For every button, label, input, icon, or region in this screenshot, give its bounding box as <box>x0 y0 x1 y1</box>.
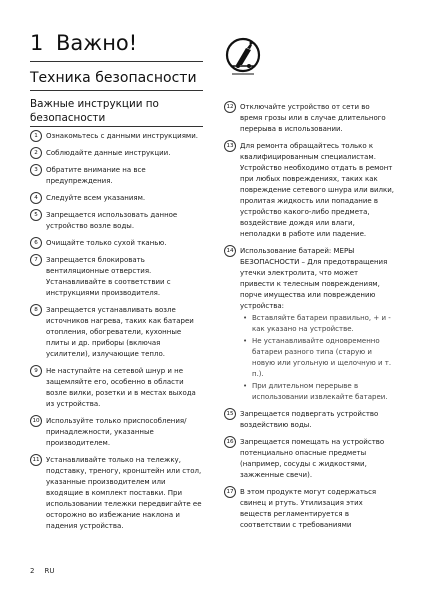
item-number: 9 <box>30 365 42 377</box>
list-item <box>30 131 203 142</box>
list-item <box>30 165 203 187</box>
bullet-text: Вставляйте батареи правильно, + и - как указано на устройстве. <box>252 314 391 333</box>
item-number: 17 <box>224 486 236 498</box>
list-item <box>224 102 394 135</box>
item-number: 2 <box>30 147 42 159</box>
cart-tipover-warning-icon <box>224 36 262 80</box>
page-number: 2 <box>30 567 35 575</box>
item-number: 15 <box>224 408 236 420</box>
item-text: Запрещается подвергать устройство воздействию воды. <box>240 410 379 429</box>
item-number: 13 <box>224 140 236 152</box>
chapter-heading <box>30 31 137 55</box>
item-text: Запрещается использовать данное устройство возле воды. <box>46 211 178 230</box>
list-item <box>224 409 394 431</box>
item-number: 3 <box>30 164 42 176</box>
list-item <box>224 437 394 481</box>
item-text: Следуйте всем указаниям. <box>46 194 146 202</box>
list-item <box>30 255 203 299</box>
list-item <box>30 366 203 410</box>
item-number: 11 <box>30 454 42 466</box>
item-text: Используйте только приспособления/принадлежности, указанные производителем. <box>46 417 187 447</box>
left-column <box>30 131 203 538</box>
bullet-icon: • <box>243 314 248 322</box>
item-text: Запрещается помещать на устройство потенциально опасные предметы (например, сосуды с жидкостями, зажженные свечи). <box>240 438 385 479</box>
bullet-text: При длительном перерыве в использовании извлекайте батареи. <box>252 382 388 401</box>
chapter-number: 1 <box>30 31 44 55</box>
chapter-title: Важно! <box>56 31 138 55</box>
list-item <box>30 210 203 232</box>
list-item <box>224 141 394 240</box>
battery-bullet <box>240 381 394 403</box>
list-item <box>30 455 203 532</box>
item-text: Очищайте только сухой тканью. <box>46 239 167 247</box>
list-item <box>30 416 203 449</box>
right-column <box>224 102 394 537</box>
item-text: Использование батарей: МЕРЫ БЕЗОПАСНОСТИ – Для предотвращения утечки электролита, что может привести к телесным повреждениям, порче имущества или повреждению устройства: <box>240 247 388 310</box>
item-number: 16 <box>224 436 236 448</box>
item-text: Запрещается блокировать вентиляционные отверстия. Устанавливайте в соответствии с инструкциями производителя. <box>46 256 171 297</box>
item-text: Для ремонта обращайтесь только к квалифицированным специалистам. Устройство необходимо отдать в ремонт при любых повреждениях, таких как повреждение сетевого шнура или вилки, пролитая жидкость или попадание в устройство какого-либо предмета, воздействие дождя или влаги, неполадки в работе или падение. <box>240 142 395 238</box>
item-text: Устанавливайте только на тележку, подставку, треногу, кронштейн или стол, указанные производителем или входящие в комплект поставки. При использовании тележки передвигайте ее осторожно во избежание наклона и падения устройства. <box>46 456 202 530</box>
item-number: 8 <box>30 304 42 316</box>
item-number: 1 <box>30 130 42 142</box>
list-item <box>224 487 394 531</box>
list-item <box>30 238 203 249</box>
item-text: Соблюдайте данные инструкции. <box>46 149 171 157</box>
item-number: 4 <box>30 192 42 204</box>
item-text: В этом продукте могут содержаться свинец и ртуть. Утилизация этих веществ регламентируется в соответствии с требованиями <box>240 488 377 529</box>
item-number: 5 <box>30 209 42 221</box>
section-rule <box>30 90 203 91</box>
battery-bullet <box>240 336 394 380</box>
list-item <box>30 305 203 360</box>
item-number: 6 <box>30 237 42 249</box>
battery-bullet <box>240 313 394 335</box>
item-text: Не наступайте на сетевой шнур и не защемляйте его, особенно в области возле вилки, розетки и в местах выхода из устройства. <box>46 367 196 408</box>
subheading: Важные инструкции по безопасности <box>30 98 159 124</box>
item-number: 14 <box>224 245 236 257</box>
section-title: Техника безопасности <box>30 70 197 86</box>
bullet-text: Не устанавливайте одновременно батареи разного типа (старую и новую или угольную и щелочную и т. п.). <box>252 337 392 378</box>
bullet-icon: • <box>243 382 248 390</box>
bullet-icon: • <box>243 337 248 345</box>
list-item <box>30 193 203 204</box>
page-footer <box>30 567 64 576</box>
subheading-rule <box>30 126 203 127</box>
list-item <box>224 246 394 403</box>
item-text: Ознакомьтесь с данными инструкциями. <box>46 132 198 140</box>
chapter-rule <box>30 61 203 62</box>
language-code: RU <box>44 567 55 575</box>
item-text: Отключайте устройство от сети во время грозы или в случае длительного перерыва в использовании. <box>240 103 386 133</box>
item-number: 7 <box>30 254 42 266</box>
item-text: Обратите внимание на все предупреждения. <box>46 166 146 185</box>
item-text: Запрещается устанавливать возле источников нагрева, таких как батареи отопления, обогреватели, кухонные плиты и др. приборы (включая усилители), излучающие тепло. <box>46 306 194 358</box>
list-item <box>30 148 203 159</box>
item-number: 12 <box>224 101 236 113</box>
item-number: 10 <box>30 415 42 427</box>
